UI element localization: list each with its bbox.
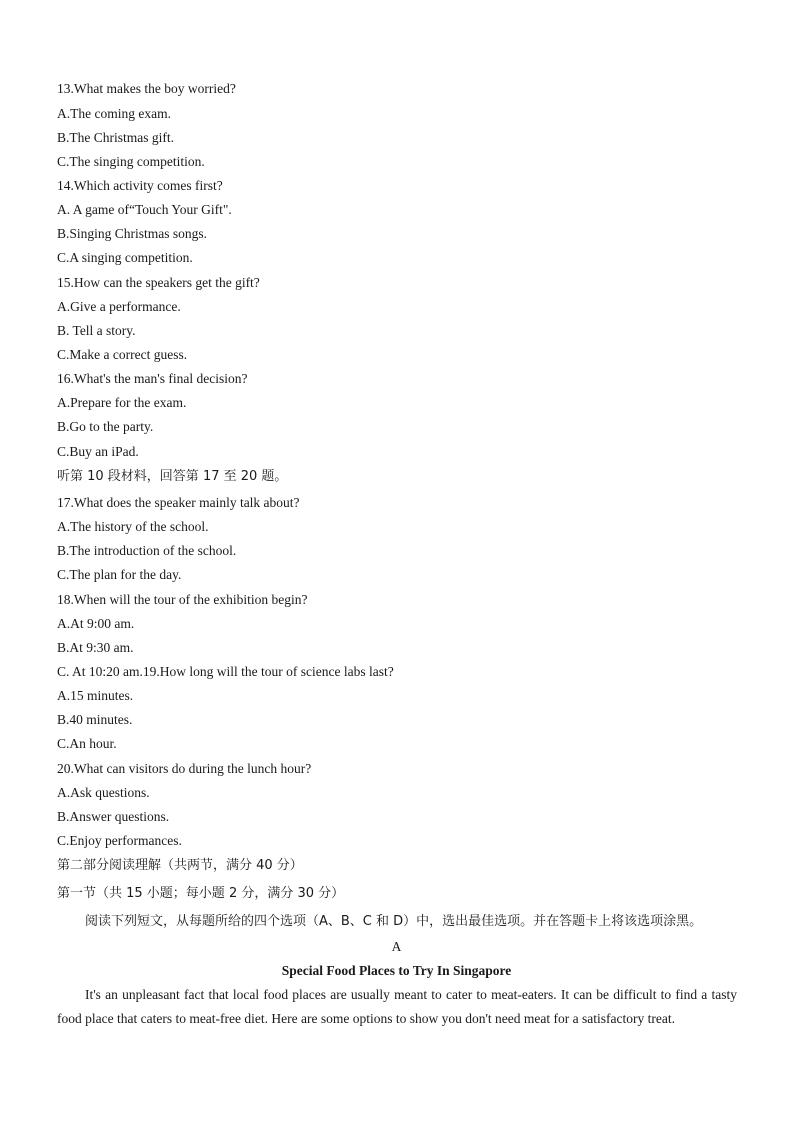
option-16-a: A.Prepare for the exam. — [57, 395, 187, 410]
question-14: 14.Which activity comes first? — [57, 178, 223, 193]
section-instruction-17-20: 听第 10 段材料，回答第 17 至 20 题。 — [57, 469, 288, 484]
option-14-b: B.Singing Christmas songs. — [57, 226, 208, 241]
option-19-b: B.40 minutes. — [57, 712, 133, 727]
reading-instruction: 阅读下列短文，从每题所给的四个选项（A、B、C 和 D）中，选出最佳选项。并在答题卡上将该选项涂黑。 — [85, 914, 703, 929]
option-16-c: C.Buy an iPad. — [57, 444, 139, 459]
question-13: 13.What makes the boy worried? — [57, 81, 236, 96]
question-20: 20.What can visitors do during the lunch hour? — [57, 761, 312, 776]
question-18: 18.When will the tour of the exhibition begin? — [57, 592, 308, 607]
option-20-a: A.Ask questions. — [57, 785, 150, 800]
passage-title: Special Food Places to Try In Singapore — [281, 963, 512, 978]
option-14-c: C.A singing competition. — [57, 250, 193, 265]
option-19-a: A.15 minutes. — [57, 688, 134, 703]
option-13-c: C.The singing competition. — [57, 154, 205, 169]
option-13-a: A.The coming exam. — [57, 106, 171, 121]
option-14-a: A. A game of“Touch Your Gift". — [57, 202, 232, 217]
passage-paragraph: It's an unpleasant fact that local food places are usually meant to cater to meat-eaters. It can be difficult to find a tasty food place that caters to meat-free diet. Here are some options to show you don't need meat for a satisfactory treat. — [57, 987, 737, 1026]
option-13-b: B.The Christmas gift. — [57, 130, 174, 145]
option-16-b: B.Go to the party. — [57, 419, 154, 434]
passage-label: A — [391, 939, 402, 954]
option-19-c: C.An hour. — [57, 736, 117, 751]
option-17-a: A.The history of the school. — [57, 519, 209, 534]
question-17: 17.What does the speaker mainly talk about? — [57, 495, 300, 510]
section-one-heading: 第一节（共 15 小题；每小题 2 分，满分 30 分） — [57, 886, 345, 901]
option-17-c: C.The plan for the day. — [57, 567, 182, 582]
option-20-c: C.Enjoy performances. — [57, 833, 182, 848]
question-16: 16.What's the man's final decision? — [57, 371, 248, 386]
option-15-a: A.Give a performance. — [57, 299, 181, 314]
question-15: 15.How can the speakers get the gift? — [57, 275, 260, 290]
option-18-b: B.At 9:30 am. — [57, 640, 134, 655]
option-20-b: B.Answer questions. — [57, 809, 170, 824]
option-17-b: B.The introduction of the school. — [57, 543, 237, 558]
option-15-b: B. Tell a story. — [57, 323, 136, 338]
option-18-a: A.At 9:00 am. — [57, 616, 135, 631]
option-18-c-question-19: C. At 10:20 am.19.How long will the tour of science labs last? — [57, 664, 394, 679]
option-15-c: C.Make a correct guess. — [57, 347, 188, 362]
part-two-heading: 第二部分阅读理解（共两节，满分 40 分） — [57, 858, 303, 873]
